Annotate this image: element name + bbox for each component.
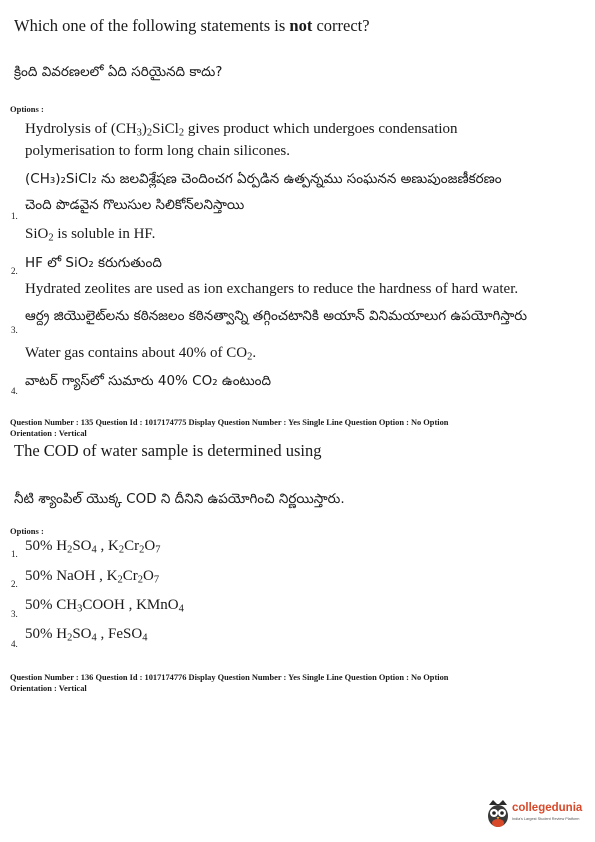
- option-1-text-te-line1: (CH₃)₂SiCl₂ ను జలవిశ్లేషణ చెందించగ ఏర్పడిన ఉత్పన్నము సంఘనన అణుపుంజణీకరణం: [25, 171, 502, 187]
- question-135-text-te: నీటి శ్యాంపిల్ యొక్క COD ని దీనిని ఉపయోగించి నిర్ణయిస్తారు.: [14, 491, 345, 507]
- option-3-text-te: ఆర్ద్ర జియొలైట్‌లను కఠినజలం కఠినత్వాన్ని తగ్గించటానికి అయాన్ వినిమయాలుగ ఉపయోగిస్తారు: [25, 308, 527, 324]
- option-3-number: 3.: [11, 609, 18, 619]
- option-2-text-te: HF లో SiO₂ కరుగుతుంది: [25, 255, 162, 271]
- option-2-number: 2.: [11, 266, 18, 276]
- option-1-text-en-line1: Hydrolysis of $(CH_3)_2SiCl_2$ gives product which undergoes condensation: [25, 121, 458, 139]
- option-4-text-te: వాటర్ గ్యాస్‌లో సుమారు 40% CO₂ ఉంటుంది: [25, 373, 272, 389]
- option-3-text: 50% $CH_3COOH$ , KMnO$_4$: [25, 597, 184, 615]
- option-2-text: 50% NaOH , $K_2Cr_2O_7$: [25, 568, 160, 586]
- logo-tagline: India's Largest Student Review Platform: [512, 817, 580, 821]
- option-1-text-te-line2: చెంది పొడవైన గొలుసుల సిలికోన్‌లనిస్తాయి: [25, 197, 245, 213]
- option-2-text-en: SiO$_2$ is soluble in HF.: [25, 226, 156, 244]
- logo-name: collegedunia: [512, 802, 583, 814]
- question-135-text-en: The COD of water sample is determined using: [14, 441, 322, 460]
- option-3-number: 3.: [11, 325, 18, 335]
- option-4-text: 50% $H_2SO_4$ , FeSO$_4$: [25, 626, 148, 644]
- option-4-text-en: Water gas contains about 40% of $CO_2$.: [25, 345, 257, 363]
- option-2-number: 2.: [11, 579, 18, 589]
- option-4-number: 4.: [11, 386, 18, 396]
- option-1-number: 1.: [11, 549, 18, 559]
- question-136-meta: Question Number : 136 Question Id : 1017174776 Display Question Number : Yes Single Line Question Option : No Option Orientation : Vertical: [10, 673, 449, 693]
- question-134-text-te: క్రింది వివరణలలో ఏది సరియైనది కాదు?: [14, 64, 223, 80]
- question-134-text-en: Which one of the following statements is not correct?: [14, 16, 370, 35]
- option-1-text: 50% $H_2SO_4$ , $K_2Cr_2O_7$: [25, 538, 161, 556]
- collegedunia-logo: [486, 796, 590, 832]
- question-135-meta: Question Number : 135 Question Id : 1017174775 Display Question Number : Yes Single Line Question Option : No Option Orientation : Vertical: [10, 418, 449, 438]
- option-4-number: 4.: [11, 639, 18, 649]
- option-3-text-en: Hydrated zeolites are used as ion exchangers to reduce the hardness of hard water.: [25, 281, 519, 297]
- options-label: Options :: [10, 104, 44, 114]
- options-label: Options :: [10, 526, 44, 536]
- option-1-text-en-line2: polymerisation to form long chain silicones.: [25, 143, 290, 159]
- owl-icon: [486, 799, 510, 829]
- option-1-number: 1.: [11, 211, 18, 221]
